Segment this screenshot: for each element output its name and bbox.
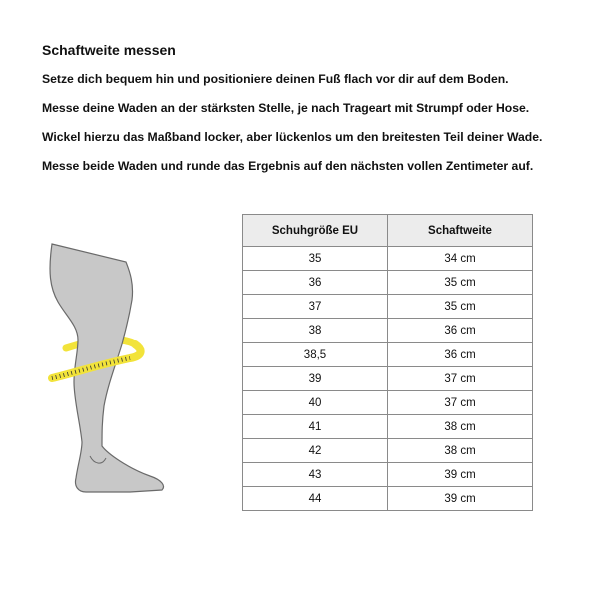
shoe-size-cell: 44 — [243, 487, 388, 511]
table-row — [243, 439, 533, 463]
shaft-width-cell: 34 cm — [388, 247, 533, 271]
instruction-step-2: Messe deine Waden an der stärksten Stelle, je nach Trageart mit Strumpf oder Hose. — [42, 101, 530, 115]
shaft-width-cell: 35 cm — [388, 271, 533, 295]
table-row — [243, 415, 533, 439]
column-header-shoe-size: Schuhgröße EU — [243, 215, 388, 247]
shaft-width-cell: 39 cm — [388, 463, 533, 487]
table-row — [243, 247, 533, 271]
shaft-width-cell: 39 cm — [388, 487, 533, 511]
shoe-size-cell: 39 — [243, 367, 388, 391]
instruction-step-3: Wickel hierzu das Maßband locker, aber lückenlos um den breitesten Teil deiner Wade. — [42, 130, 543, 144]
table-row — [243, 391, 533, 415]
column-header-shaft-width: Schaftweite — [388, 215, 533, 247]
page-title: Schaftweite messen — [42, 42, 176, 58]
leg-measuring-illustration — [30, 232, 170, 502]
instruction-step-4: Messe beide Waden und runde das Ergebnis auf den nächsten vollen Zentimeter auf. — [42, 159, 534, 173]
leg-silhouette — [50, 244, 164, 492]
table-row — [243, 487, 533, 511]
shaft-width-cell: 36 cm — [388, 319, 533, 343]
shoe-size-cell: 38,5 — [243, 343, 388, 367]
shaft-width-cell: 37 cm — [388, 391, 533, 415]
shoe-size-cell: 43 — [243, 463, 388, 487]
table-row — [243, 295, 533, 319]
table-row — [243, 271, 533, 295]
table-row — [243, 343, 533, 367]
instruction-step-1: Setze dich bequem hin und positioniere deinen Fuß flach vor dir auf dem Boden. — [42, 72, 509, 86]
shaft-width-cell: 36 cm — [388, 343, 533, 367]
shoe-size-cell: 37 — [243, 295, 388, 319]
shaft-width-cell: 38 cm — [388, 415, 533, 439]
shoe-size-cell: 42 — [243, 439, 388, 463]
table-row — [243, 319, 533, 343]
table-row — [243, 367, 533, 391]
shaft-width-cell: 37 cm — [388, 367, 533, 391]
shoe-size-cell: 36 — [243, 271, 388, 295]
shoe-size-cell: 41 — [243, 415, 388, 439]
shoe-size-cell: 35 — [243, 247, 388, 271]
shoe-size-cell: 38 — [243, 319, 388, 343]
table-row — [243, 463, 533, 487]
size-table — [242, 214, 533, 511]
table-header-row — [243, 215, 533, 247]
instruction-list — [42, 72, 582, 188]
shaft-width-cell: 38 cm — [388, 439, 533, 463]
shoe-size-cell: 40 — [243, 391, 388, 415]
shaft-width-cell: 35 cm — [388, 295, 533, 319]
